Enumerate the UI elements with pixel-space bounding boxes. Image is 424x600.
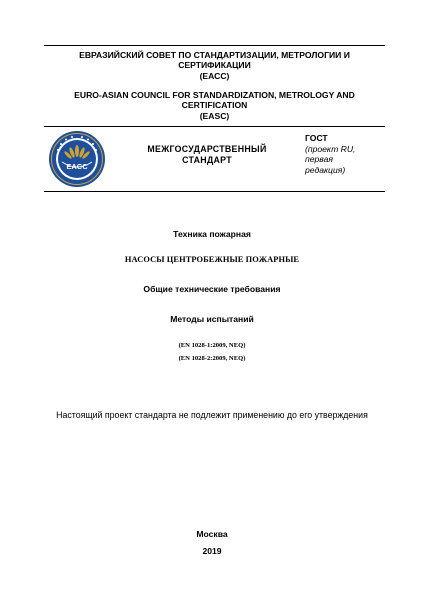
council-en-line: EURO-ASIAN COUNCIL FOR STANDARDIZATION, METROLOGY AND xyxy=(74,90,355,100)
emblem-text: EACC xyxy=(66,162,88,171)
gost-note-line: (проект RU, xyxy=(305,143,356,154)
interstate-line: СТАНДАРТ xyxy=(182,155,232,165)
council-ru-line: ЕВРАЗИЙСКИЙ СОВЕТ ПО СТАНДАРТИЗАЦИИ, МЕТРОЛОГИИ И xyxy=(79,50,350,60)
main-title: НАСОСЫ ЦЕНТРОБЕЖНЫЕ ПОЖАРНЫЕ xyxy=(124,255,300,264)
interstate-standard-label xyxy=(127,144,287,166)
gost-note-line: первая xyxy=(305,154,333,165)
top-rule xyxy=(44,45,385,46)
council-name-en xyxy=(44,90,385,121)
middle-rule xyxy=(44,126,385,127)
field-title: Техника пожарная xyxy=(173,229,251,239)
council-ru-line: СЕРТИФИКАЦИИ xyxy=(178,60,251,71)
methods-title: Методы испытаний xyxy=(170,314,254,324)
bottom-rule xyxy=(44,191,385,192)
gost-label: ГОСТ xyxy=(305,133,328,143)
gost-designation xyxy=(305,133,385,175)
council-en-line: (EASC) xyxy=(199,110,230,121)
council-ru-line: (ЕАСС) xyxy=(199,70,230,81)
publication-city: Москва xyxy=(196,529,228,539)
interstate-line: МЕЖГОСУДАРСТВЕННЫЙ xyxy=(147,144,267,154)
publication-year: 2019 xyxy=(202,546,222,556)
subtitle: Общие технические требования xyxy=(143,284,281,294)
en-reference: (EN 1028-1:2009, NEQ) xyxy=(178,342,246,349)
en-reference: (EN 1028-2:2009, NEQ) xyxy=(178,355,246,362)
draft-notice: Настоящий проект стандарта не подлежит применению до его утверждения xyxy=(56,410,368,420)
gost-note-line: редакция) xyxy=(305,164,346,175)
easc-emblem-logo xyxy=(48,130,106,188)
council-en-line: CERTIFICATION xyxy=(181,100,248,111)
council-name-ru xyxy=(44,50,385,81)
